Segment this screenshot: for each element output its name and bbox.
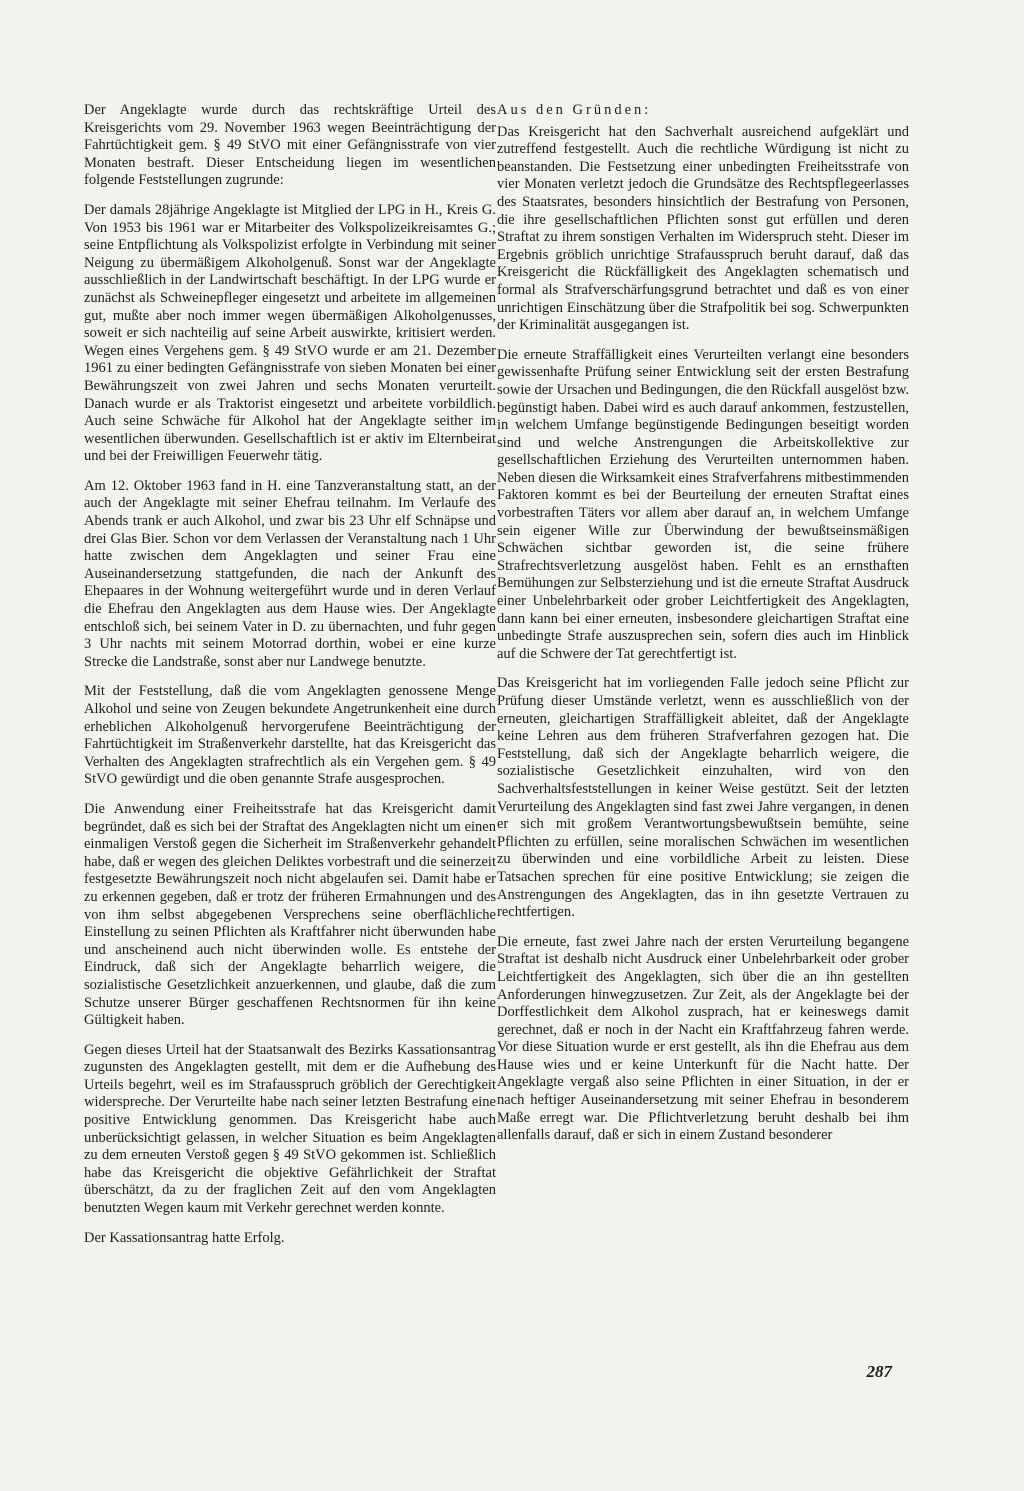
paragraph: Mit der Feststellung, daß die vom Angeklagten genossene Menge Alkohol und seine von Zeugen bekundete Angetrunkenheit eine durch erheblichen Alkoholgenuß hervorgerufene Beeinträchtigung der Fahrtüchtigkeit im Straßenverkehr darstellte, hat das Kreisgericht das Verhalten des Angeklagten strafrechtlich als ein Vergehen gem. § 49 StVO gewürdigt und die oben genannte Strafe ausgesprochen. bbox=[84, 683, 496, 788]
paragraph: Das Kreisgericht hat im vorliegenden Falle jedoch seine Pflicht zur Prüfung dieser Umstände verletzt, wenn es ausschließlich von der erneuten, gleichartigen Straffälligkeit ableitet, daß der Angeklagte keine Lehren aus dem früheren Strafverfahren gezogen hat. Die Feststellung, daß sich der Angeklagte beharrlich weigere, die sozialistische Gesetzlichkeit einzuhalten, wird von den Sachverhaltsfeststellungen in keiner Weise gestützt. Seit der letzten Verurteilung des Angeklagten sind fast zwei Jahre vergangen, in denen er sich mit großem Verantwortungsbewußtsein bemühte, seine Pflichten zu erfüllen, seine moralischen Schwächen im wesentlichen zu überwinden und eine vorbildliche Arbeit zu leisten. Diese Tatsachen sprechen für eine positive Entwicklung; sie zeigen die Anstrengungen des Angeklagten, das in ihn gesetzte Vertrauen zu rechtfertigen. bbox=[497, 675, 909, 921]
left-column bbox=[84, 102, 496, 1247]
paragraph: Gegen dieses Urteil hat der Staatsanwalt des Bezirks Kassationsantrag zugunsten des Angeklagten gestellt, mit dem er die Aufhebung des Urteils begehrt, weil es im Strafausspruch gröblich der Gerechtigkeit widerspreche. Der Verurteilte habe nach seiner letzten Bestrafung eine positive Entwicklung genommen. Das Kreisgericht habe auch unberücksichtigt gelassen, in welcher Situation es beim Angeklagten zu dem erneuten Verstoß gegen § 49 StVO gekommen ist. Schließlich habe das Kreisgericht die objektive Gefährlichkeit der Straftat überschätzt, da zu der fraglichen Zeit auf den vom Angeklagten benutzten Wegen kaum mit Verkehr gerechnet werden konnte. bbox=[84, 1041, 496, 1217]
paragraph: Die Anwendung einer Freiheitsstrafe hat das Kreisgericht damit begründet, daß es sich bei der Straftat des Angeklagten nicht um einen einmaligen Verstoß gegen die Sicherheit im Straßenverkehr gehandelt habe, daß er wegen des gleichen Deliktes vorbestraft und die seinerzeit festgesetzte Bewährungszeit noch nicht abgelaufen sei. Damit habe er zu erkennen gegeben, daß er trotz der früheren Ermahnungen und des von ihm selbst abgegebenen Versprechens seine oberflächliche Einstellung zu seinen Pflichten als Kraftfahrer nicht überwunden habe und anscheinend auch nicht überwinden wolle. Es entstehe der Eindruck, daß sich der Angeklagte beharrlich weigere, die sozialistische Gesetzlichkeit anzuerkennen, und glaube, daß die zum Schutze unserer Bürger geschaffenen Rechtsnormen für ihn keine Gültigkeit haben. bbox=[84, 800, 496, 1029]
section-heading: Aus den Gründen: bbox=[497, 102, 652, 118]
paragraph: Der Angeklagte wurde durch das rechtskräftige Urteil des Kreisgerichts vom 29. November 1963 wegen Beeinträchtigung der Fahrtüchtigkeit gem. § 49 StVO mit einer Gefängnisstrafe von vier Monaten bestraft. Dieser Entscheidung liegen im wesentlichen folgende Feststellungen zugrunde: bbox=[84, 102, 496, 189]
page-number: 287 bbox=[866, 1362, 892, 1381]
right-column bbox=[497, 102, 909, 1145]
paragraph: Die erneute, fast zwei Jahre nach der ersten Verurteilung begangene Straftat ist deshalb nicht Ausdruck einer Unbelehrbarkeit oder grober Leichtfertigkeit des Angeklagten, sich über die an ihn gestellten Anforderungen hinwegzusetzen. Zur Zeit, als der Angeklagte bei der Dorffestlichkeit dem Alkohol zusprach, hat er keineswegs damit gerechnet, daß er noch in der Nacht ein Kraftfahrzeug fahren werde. Vor diese Situation wurde er erst gestellt, als ihn die Ehefrau aus dem Hause wies und er keine Unterkunft für die Nacht hatte. Der Angeklagte vergaß also seine Pflichten in einer Situation, in der er nach heftiger Auseinandersetzung mit seiner Ehefrau in besonderem Maße erregt war. Die Pflichtverletzung beruht deshalb bei ihm allenfalls darauf, daß er sich in einem Zustand besonderer bbox=[497, 933, 909, 1144]
paragraph: Der Kassationsantrag hatte Erfolg. bbox=[84, 1229, 285, 1246]
paragraph: Der damals 28jährige Angeklagte ist Mitglied der LPG in H., Kreis G. Von 1953 bis 1961 war er Mitarbeiter des Volkspolizeikreisamtes G.; seine Entpflichtung als Volkspolizist erfolgte in Verbindung mit seiner Neigung zu übermäßigem Alkoholgenuß. Sonst war der Angeklagte ausschließlich in der Landwirtschaft beschäftigt. In der LPG wurde er zunächst als Schweinepfleger eingesetzt und arbeitete im allgemeinen gut, mußte aber noch immer wegen übermäßigen Alkoholgenusses, soweit er sich nachteilig auf seine Arbeit auswirkte, kritisiert werden. Wegen eines Vergehens gem. § 49 StVO wurde er am 21. Dezember 1961 zu einer bedingten Gefängnisstrafe von sieben Monaten bei einer Bewährungszeit von zwei Jahren und sechs Monaten verurteilt. Danach wurde er als Traktorist eingesetzt und arbeitete vorbildlich. Auch seine Schwäche für Alkohol hat der Angeklagte seither im wesentlichen überwunden. Gesellschaftlich ist er aktiv im Elternbeirat und bei der Freiwilligen Feuerwehr tätig. bbox=[84, 201, 496, 465]
paragraph: Die erneute Straffälligkeit eines Verurteilten verlangt eine besonders gewissenhafte Prüfung seiner Entwicklung seit der ersten Bestrafung sowie der Ursachen und Bedingungen, die den Rückfall ausgelöst bzw. begünstigt haben. Dabei wird es auch darauf ankommen, festzustellen, in welchem Umfange begünstigende Bedingungen beseitigt worden sind und welche Anstrengungen die Arbeitskollektive zur gesellschaftlichen Erziehung des Verurteilten unternommen haben. Neben diesen die Wirksamkeit eines Strafverfahrens mitbestimmenden Faktoren kommt es bei der Beurteilung der erneuten Straftat eines vorbestraften Täters vor allem aber darauf an, in welchem Umfange sein eigener Wille zur Überwindung der bewußtseinsmäßigen Schwächen sichtbar geworden ist, die seine frühere Strafrechtsverletzung ausgelöst haben. Fehlt es an ernsthaften Bemühungen zur Selbsterziehung und ist die erneute Straftat Ausdruck einer Unbelehrbarkeit oder grober Leichtfertigkeit des Angeklagten, dann kann bei einer erneuten, insbesondere gleichartigen Straftat eine unbedingte Strafe auszusprechen sein, sofern dies auch im Hinblick auf die Schwere der Tat gerechtfertigt ist. bbox=[497, 346, 909, 662]
paragraph: Das Kreisgericht hat den Sachverhalt ausreichend aufgeklärt und zutreffend festgestellt. Auch die rechtliche Würdigung ist nicht zu beanstanden. Die Festsetzung einer unbedingten Freiheitsstrafe von vier Monaten verletzt jedoch die Grundsätze des Rechtspflegeerlasses des Staatsrates, besonders hinsichtlich der Bestrafung von Personen, die ihre gesellschaftlichen Pflichten sonst gut erfüllen und deren Straftat zu ihrem sonstigen Verhalten im Widerspruch steht. Dieser im Ergebnis gröblich unrichtige Strafausspruch beruht darauf, daß das Kreisgericht die Rückfälligkeit des Angeklagten schematisch und formal als Strafverschärfungsgrund betrachtet und daß es von einer unrichtigen Einschätzung über die Strafpolitik bei sog. Schwerpunkten der Kriminalität ausgegangen ist. bbox=[497, 123, 909, 334]
paragraph: Am 12. Oktober 1963 fand in H. eine Tanzveranstaltung statt, an der auch der Angeklagte mit seiner Ehefrau teilnahm. Im Verlaufe des Abends trank er auch Alkohol, und zwar bis 23 Uhr elf Schnäpse und drei Glas Bier. Schon vor dem Verlassen der Veranstaltung nach 1 Uhr hatte zwischen dem Angeklagten und seiner Frau eine Auseinandersetzung stattgefunden, die nach der Ankunft des Ehepaares in der Wohnung weitergeführt wurde und in deren Verlauf die Ehefrau den Angeklagten aus dem Hause wies. Der Angeklagte entschloß sich, bei seinem Vater in D. zu übernachten, und fuhr gegen 3 Uhr nachts mit seinem Motorrad dorthin, wobei er eine kurze Strecke die Landstraße, sonst aber nur Landwege benutzte. bbox=[84, 477, 496, 670]
